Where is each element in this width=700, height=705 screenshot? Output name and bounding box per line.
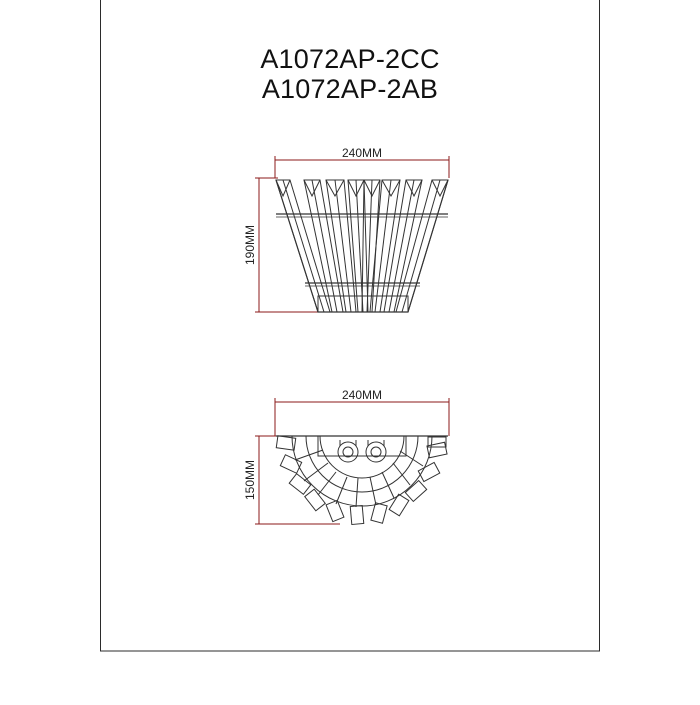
front-height-label: 190MM (243, 224, 257, 266)
model-title-2: A1072AP-2AB (261, 74, 439, 104)
top-depth-label: 150MM (243, 459, 257, 501)
top-width-dimension (275, 398, 449, 436)
crystal-prisms (276, 180, 448, 312)
radial-spokes (292, 436, 432, 507)
front-height-dimension (255, 178, 320, 312)
lamp-sockets (338, 440, 386, 462)
top-width-label: 240MM (341, 388, 383, 402)
front-view (255, 156, 449, 312)
front-width-label: 240MM (341, 146, 383, 160)
top-view (255, 398, 449, 524)
crystal-blocks (276, 436, 447, 525)
model-title-1: A1072AP-2CC (260, 44, 440, 74)
